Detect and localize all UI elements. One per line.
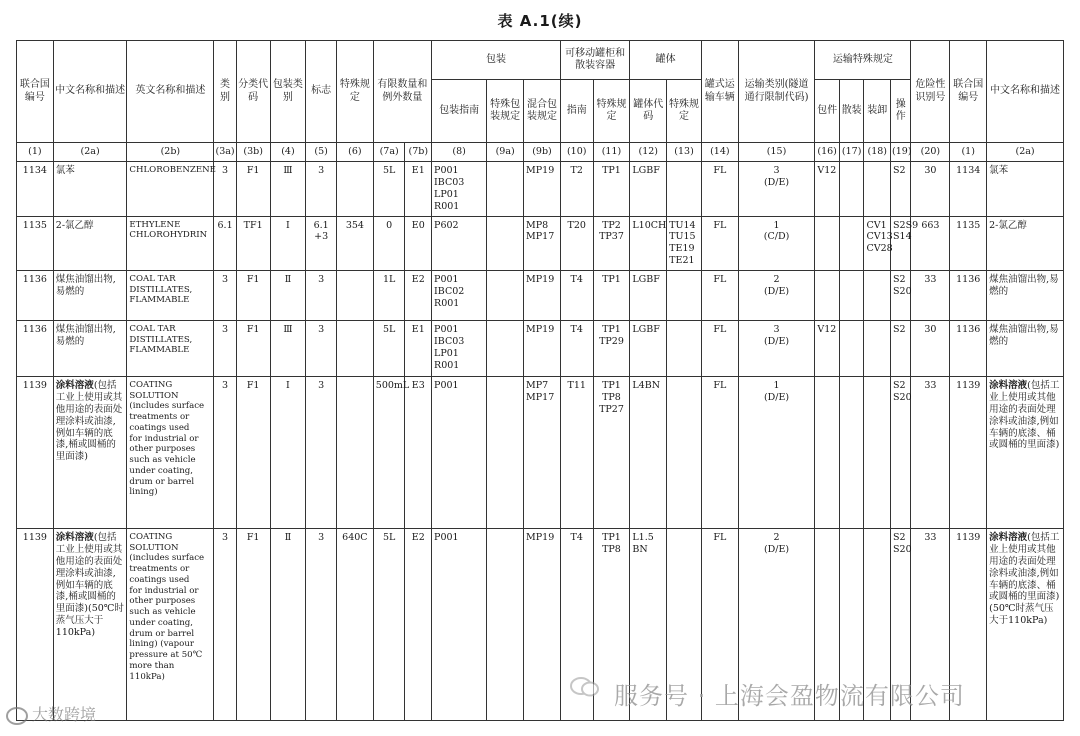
cell-excepted-qty: E3 bbox=[405, 377, 432, 529]
hdr-cn-name: 中文名称和描述 bbox=[53, 41, 127, 143]
hdr-packaging: 包装 bbox=[432, 41, 561, 80]
col-number: (16) bbox=[815, 143, 840, 162]
table-row bbox=[17, 162, 1064, 217]
cell-pkg-instr: P602 bbox=[432, 216, 487, 271]
cell-limited-qty: 5L bbox=[373, 321, 405, 377]
cell-ts-packages: V12 bbox=[815, 321, 840, 377]
cell-ts-operation: S2 S20 bbox=[891, 271, 911, 321]
hdr-tank-special: 特殊规定 bbox=[667, 80, 702, 143]
cell-tank-special: TU14 TU15 TE19 TE21 bbox=[667, 216, 702, 271]
cell-packing-group: Ⅲ bbox=[270, 162, 306, 217]
cell-excepted-qty: E0 bbox=[405, 216, 432, 271]
col-number: (7a) bbox=[373, 143, 405, 162]
col-number: (3a) bbox=[214, 143, 236, 162]
cell-excepted-qty: E2 bbox=[405, 271, 432, 321]
cell-hazard-id: 33 bbox=[911, 529, 950, 721]
hdr-ts-pkg: 包件 bbox=[815, 80, 840, 143]
cell-packing-group: Ⅰ bbox=[270, 377, 306, 529]
cell-special-provision: 640C bbox=[336, 529, 373, 721]
corner-watermark bbox=[6, 702, 96, 725]
cell-name-en: ETHYLENE CHLOROHYDRIN bbox=[127, 216, 214, 271]
cell-packing-group: Ⅲ bbox=[270, 321, 306, 377]
col-number: (5) bbox=[306, 143, 337, 162]
cell-mixed-pkg: MP7 MP17 bbox=[524, 377, 561, 529]
name-bold: 涂料溶液 bbox=[989, 532, 1028, 543]
table-title: 表 A.1(续) bbox=[497, 12, 583, 30]
col-number: (9a) bbox=[487, 143, 524, 162]
cell-tank-code: LGBF bbox=[630, 321, 667, 377]
cell-ts-operation: S2 bbox=[891, 162, 911, 217]
col-number: (8) bbox=[432, 143, 487, 162]
cell-pkg-special bbox=[487, 377, 524, 529]
cell-ts-packages bbox=[815, 377, 840, 529]
cell-transport-category: 2 (D/E) bbox=[738, 271, 815, 321]
cell-name-cn-2: 2-氯乙醇 bbox=[987, 216, 1064, 271]
cell-pkg-instr: P001 bbox=[432, 377, 487, 529]
col-number: (20) bbox=[911, 143, 950, 162]
cell-name-cn: 煤焦油馏出物,易燃的 bbox=[53, 321, 127, 377]
hdr-port-special: 特殊规定 bbox=[593, 80, 630, 143]
cell-ts-loading bbox=[864, 377, 891, 529]
cell-class-code: F1 bbox=[236, 529, 270, 721]
col-number: (4) bbox=[270, 143, 306, 162]
col-number: (9b) bbox=[524, 143, 561, 162]
cell-un-2: 1134 bbox=[950, 162, 987, 217]
cell-class: 3 bbox=[214, 377, 236, 529]
cell-vehicle: FL bbox=[701, 216, 738, 271]
cell-name-cn-2: 煤焦油馏出物,易燃的 bbox=[987, 271, 1064, 321]
hdr-special: 特殊规定 bbox=[336, 41, 373, 143]
hdr-port-instr: 指南 bbox=[560, 80, 593, 143]
cell-label: 3 bbox=[306, 162, 337, 217]
cell-ts-operation: S2S9 S14 bbox=[891, 216, 911, 271]
hdr-tank-code: 罐体代码 bbox=[630, 80, 667, 143]
cell-special-provision bbox=[336, 321, 373, 377]
cell-excepted-qty: E2 bbox=[405, 529, 432, 721]
cell-pkg-special bbox=[487, 529, 524, 721]
cell-tank-code: L10CH bbox=[630, 216, 667, 271]
cell-tank-special bbox=[667, 271, 702, 321]
cell-label: 3 bbox=[306, 321, 337, 377]
cell-excepted-qty: E1 bbox=[405, 321, 432, 377]
cell-class-code: F1 bbox=[236, 377, 270, 529]
cell-transport-category: 1 (D/E) bbox=[738, 377, 815, 529]
cell-tank-special bbox=[667, 162, 702, 217]
cell-name-cn: 煤焦油馏出物,易燃的 bbox=[53, 271, 127, 321]
hdr-en-name: 英文名称和描述 bbox=[127, 41, 214, 143]
cell-limited-qty: 5L bbox=[373, 162, 405, 217]
cell-name-en: COATING SOLUTION (includes surface treatments or coatings used for industrial or other purposes such as vehicle under coating, drum or barrel lining) (vapour pressure at 50℃ more than 110kPa) bbox=[127, 529, 214, 721]
cell-un: 1139 bbox=[17, 377, 54, 529]
cell-class-code: F1 bbox=[236, 321, 270, 377]
cell-vehicle: FL bbox=[701, 162, 738, 217]
cell-ts-operation: S2 S20 bbox=[891, 529, 911, 721]
hdr-class-code: 分类代码 bbox=[236, 41, 270, 143]
cell-portable-instr: T20 bbox=[560, 216, 593, 271]
wechat-icon bbox=[570, 676, 600, 698]
cell-ts-loading bbox=[864, 271, 891, 321]
col-number: (2b) bbox=[127, 143, 214, 162]
dangerous-goods-table bbox=[16, 40, 1064, 721]
cell-name-cn-2: 煤焦油馏出物,易燃的 bbox=[987, 321, 1064, 377]
cell-mixed-pkg: MP19 bbox=[524, 162, 561, 217]
hdr-vehicle: 罐式运输车辆 bbox=[701, 41, 738, 143]
name-description: (包括工业上使用或其他用途的表面处理涂料或油漆,例如车辆的底漆、桶或圆桶的里面漆)(50℃时蒸气压大于110kPa) bbox=[989, 532, 1060, 627]
cell-portable-special: TP1 bbox=[593, 162, 630, 217]
cell-class: 3 bbox=[214, 271, 236, 321]
table-header bbox=[17, 41, 1064, 162]
corner-watermark-text: 大数跨境 bbox=[32, 705, 97, 724]
cell-pkg-special bbox=[487, 216, 524, 271]
cell-tank-code: L4BN bbox=[630, 377, 667, 529]
col-number: (7b) bbox=[405, 143, 432, 162]
cell-name-cn-2: 氯苯 bbox=[987, 162, 1064, 217]
cell-transport-category: 2 (D/E) bbox=[738, 529, 815, 721]
cell-tank-code: LGBF bbox=[630, 162, 667, 217]
cell-pkg-special bbox=[487, 162, 524, 217]
cell-ts-bulk bbox=[839, 271, 864, 321]
cell-name-cn: 氯苯 bbox=[53, 162, 127, 217]
cell-portable-special: TP1 bbox=[593, 271, 630, 321]
col-number: (2a) bbox=[987, 143, 1064, 162]
cell-ts-operation: S2 S20 bbox=[891, 377, 911, 529]
hdr-transport-cat: 运输类别(隧道通行限制代码) bbox=[738, 41, 815, 143]
col-number: (17) bbox=[839, 143, 864, 162]
cell-ts-operation: S2 bbox=[891, 321, 911, 377]
cell-transport-category: 3 (D/E) bbox=[738, 321, 815, 377]
hdr-tank: 罐体 bbox=[630, 41, 702, 80]
name-description: (包括工业上使用或其他用途的表面处理涂料或油漆,例如车辆的底漆、桶或圆桶的里面漆) bbox=[989, 380, 1060, 451]
col-number: (15) bbox=[738, 143, 815, 162]
hdr-ts-bulk: 散装 bbox=[839, 80, 864, 143]
cell-vehicle: FL bbox=[701, 271, 738, 321]
cell-tank-special bbox=[667, 377, 702, 529]
table-row bbox=[17, 271, 1064, 321]
hdr-un: 联合国编号 bbox=[17, 41, 54, 143]
cell-portable-special: TP2 TP37 bbox=[593, 216, 630, 271]
cell-un: 1135 bbox=[17, 216, 54, 271]
cell-vehicle: FL bbox=[701, 377, 738, 529]
cell-hazard-id: 663 bbox=[911, 216, 950, 271]
cell-un-2: 1135 bbox=[950, 216, 987, 271]
hdr-limited: 有限数量和例外数量 bbox=[373, 41, 431, 143]
col-number: (2a) bbox=[53, 143, 127, 162]
cell-label: 3 bbox=[306, 271, 337, 321]
cell-name-cn-2 bbox=[987, 377, 1064, 529]
cell-un: 1136 bbox=[17, 271, 54, 321]
hdr-hazard-id: 危险性识别号 bbox=[911, 41, 950, 143]
cell-name-en: CHLOROBENZENE bbox=[127, 162, 214, 217]
hdr-pkg-special: 特殊包装规定 bbox=[487, 80, 524, 143]
col-number: (12) bbox=[630, 143, 667, 162]
cell-hazard-id: 33 bbox=[911, 377, 950, 529]
cell-portable-special: TP1 TP8 TP27 bbox=[593, 377, 630, 529]
cell-special-provision bbox=[336, 271, 373, 321]
cell-pkg-instr: P001 bbox=[432, 529, 487, 721]
name-bold: 涂料溶液 bbox=[989, 380, 1028, 391]
cell-packing-group: Ⅱ bbox=[270, 271, 306, 321]
cell-ts-packages: V12 bbox=[815, 162, 840, 217]
col-number: (6) bbox=[336, 143, 373, 162]
hdr-portable: 可移动罐柜和散装容器 bbox=[560, 41, 630, 80]
cell-tank-special bbox=[667, 321, 702, 377]
cell-class-code: F1 bbox=[236, 162, 270, 217]
cell-limited-qty: 0 bbox=[373, 216, 405, 271]
cell-class: 3 bbox=[214, 321, 236, 377]
hdr-label: 标志 bbox=[306, 41, 337, 143]
cell-special-provision bbox=[336, 377, 373, 529]
name-bold: 涂料溶液 bbox=[55, 532, 94, 543]
cell-label: 3 bbox=[306, 377, 337, 529]
col-number: (1) bbox=[950, 143, 987, 162]
cell-pkg-instr: P001 IBC03 LP01 R001 bbox=[432, 162, 487, 217]
cell-name-cn bbox=[53, 377, 127, 529]
column-number-row bbox=[17, 143, 1064, 162]
cell-limited-qty: 500mL bbox=[373, 377, 405, 529]
cell-name-cn: 2-氯乙醇 bbox=[53, 216, 127, 271]
cell-pkg-special bbox=[487, 321, 524, 377]
cell-un: 1139 bbox=[17, 529, 54, 721]
col-number: (14) bbox=[701, 143, 738, 162]
cell-un-2: 1139 bbox=[950, 377, 987, 529]
cell-un: 1136 bbox=[17, 321, 54, 377]
cell-label: 3 bbox=[306, 529, 337, 721]
cell-excepted-qty: E1 bbox=[405, 162, 432, 217]
cell-portable-instr: T11 bbox=[560, 377, 593, 529]
cell-ts-bulk bbox=[839, 216, 864, 271]
cell-portable-instr: T4 bbox=[560, 271, 593, 321]
cell-ts-packages bbox=[815, 216, 840, 271]
cell-special-provision: 354 bbox=[336, 216, 373, 271]
cell-limited-qty: 5L bbox=[373, 529, 405, 721]
cell-name-cn-2 bbox=[987, 529, 1064, 721]
hdr-class: 类别 bbox=[214, 41, 236, 143]
cell-portable-instr: T4 bbox=[560, 321, 593, 377]
cell-tank-code: LGBF bbox=[630, 271, 667, 321]
cell-label: 6.1 +3 bbox=[306, 216, 337, 271]
service-account-watermark: 服务号 · 上海会盈物流有限公司 bbox=[614, 682, 965, 710]
col-number: (11) bbox=[593, 143, 630, 162]
cell-class-code: F1 bbox=[236, 271, 270, 321]
hdr-cn-name-2: 中文名称和描述 bbox=[987, 41, 1064, 143]
cell-mixed-pkg: MP8 MP17 bbox=[524, 216, 561, 271]
cell-portable-instr: T2 bbox=[560, 162, 593, 217]
cell-hazard-id: 33 bbox=[911, 271, 950, 321]
cell-hazard-id: 30 bbox=[911, 321, 950, 377]
table-row bbox=[17, 216, 1064, 271]
cell-class: 3 bbox=[214, 162, 236, 217]
cell-class-code: TF1 bbox=[236, 216, 270, 271]
cell-vehicle: FL bbox=[701, 321, 738, 377]
col-number: (1) bbox=[17, 143, 54, 162]
cell-portable-special: TP1 TP29 bbox=[593, 321, 630, 377]
cell-ts-loading bbox=[864, 162, 891, 217]
cell-ts-bulk bbox=[839, 377, 864, 529]
cell-name-en: COAL TAR DISTILLATES, FLAMMABLE bbox=[127, 271, 214, 321]
cell-hazard-id: 30 bbox=[911, 162, 950, 217]
col-number: (10) bbox=[560, 143, 593, 162]
cell-mixed-pkg: MP19 bbox=[524, 529, 561, 721]
brand-logo-icon bbox=[6, 707, 28, 725]
cell-ts-loading bbox=[864, 321, 891, 377]
cell-un-2: 1139 bbox=[950, 529, 987, 721]
cell-transport-category: 1 (C/D) bbox=[738, 216, 815, 271]
col-number: (18) bbox=[864, 143, 891, 162]
hdr-pkg-instr: 包装指南 bbox=[432, 80, 487, 143]
cell-pkg-special bbox=[487, 271, 524, 321]
cell-class: 6.1 bbox=[214, 216, 236, 271]
table-row bbox=[17, 321, 1064, 377]
cell-name-en: COAL TAR DISTILLATES, FLAMMABLE bbox=[127, 321, 214, 377]
cell-class: 3 bbox=[214, 529, 236, 721]
cell-pkg-instr: P001 IBC02 R001 bbox=[432, 271, 487, 321]
name-description: (包括工业上使用或其他用途的表面处理涂料或油漆,例如车辆的底漆,桶或圆桶的里面漆) bbox=[55, 380, 123, 463]
col-number: (3b) bbox=[236, 143, 270, 162]
cell-packing-group: Ⅱ bbox=[270, 529, 306, 721]
cell-transport-category: 3 (D/E) bbox=[738, 162, 815, 217]
cell-ts-bulk bbox=[839, 162, 864, 217]
cell-name-cn bbox=[53, 529, 127, 721]
hdr-pkg-group: 包装类别 bbox=[270, 41, 306, 143]
cell-un: 1134 bbox=[17, 162, 54, 217]
hdr-transport-special: 运输特殊规定 bbox=[815, 41, 911, 80]
cell-mixed-pkg: MP19 bbox=[524, 321, 561, 377]
hdr-ts-load: 装卸 bbox=[864, 80, 891, 143]
cell-mixed-pkg: MP19 bbox=[524, 271, 561, 321]
cell-ts-bulk bbox=[839, 321, 864, 377]
hdr-ts-op: 操作 bbox=[891, 80, 911, 143]
cell-portable-instr: T4 bbox=[560, 529, 593, 721]
cell-ts-packages bbox=[815, 271, 840, 321]
name-description: (包括工业上使用或其他用途的表面处理涂料或油漆,例如车辆的底漆,桶或圆桶的里面漆)(50℃时蒸气压大于110kPa) bbox=[55, 532, 124, 638]
cell-limited-qty: 1L bbox=[373, 271, 405, 321]
cell-name-en: COATING SOLUTION (includes surface treatments or coatings used for industrial or other purposes such as vehicle under coating, drum or barrel lining) bbox=[127, 377, 214, 529]
cell-special-provision bbox=[336, 162, 373, 217]
name-bold: 涂料溶液 bbox=[55, 380, 94, 391]
cell-tank-code: L1.5 BN bbox=[630, 529, 667, 721]
cell-vehicle: FL bbox=[701, 529, 738, 721]
cell-portable-special: TP1 TP8 bbox=[593, 529, 630, 721]
cell-pkg-instr: P001 IBC03 LP01 R001 bbox=[432, 321, 487, 377]
col-number: (13) bbox=[667, 143, 702, 162]
col-number: (19) bbox=[891, 143, 911, 162]
cell-ts-loading: CV1 CV13 CV28 bbox=[864, 216, 891, 271]
table-row bbox=[17, 377, 1064, 529]
hdr-un-2: 联合国编号 bbox=[950, 41, 987, 143]
cell-un-2: 1136 bbox=[950, 271, 987, 321]
table-body bbox=[17, 162, 1064, 721]
cell-un-2: 1136 bbox=[950, 321, 987, 377]
cell-packing-group: Ⅰ bbox=[270, 216, 306, 271]
hdr-mixed: 混合包装规定 bbox=[524, 80, 561, 143]
